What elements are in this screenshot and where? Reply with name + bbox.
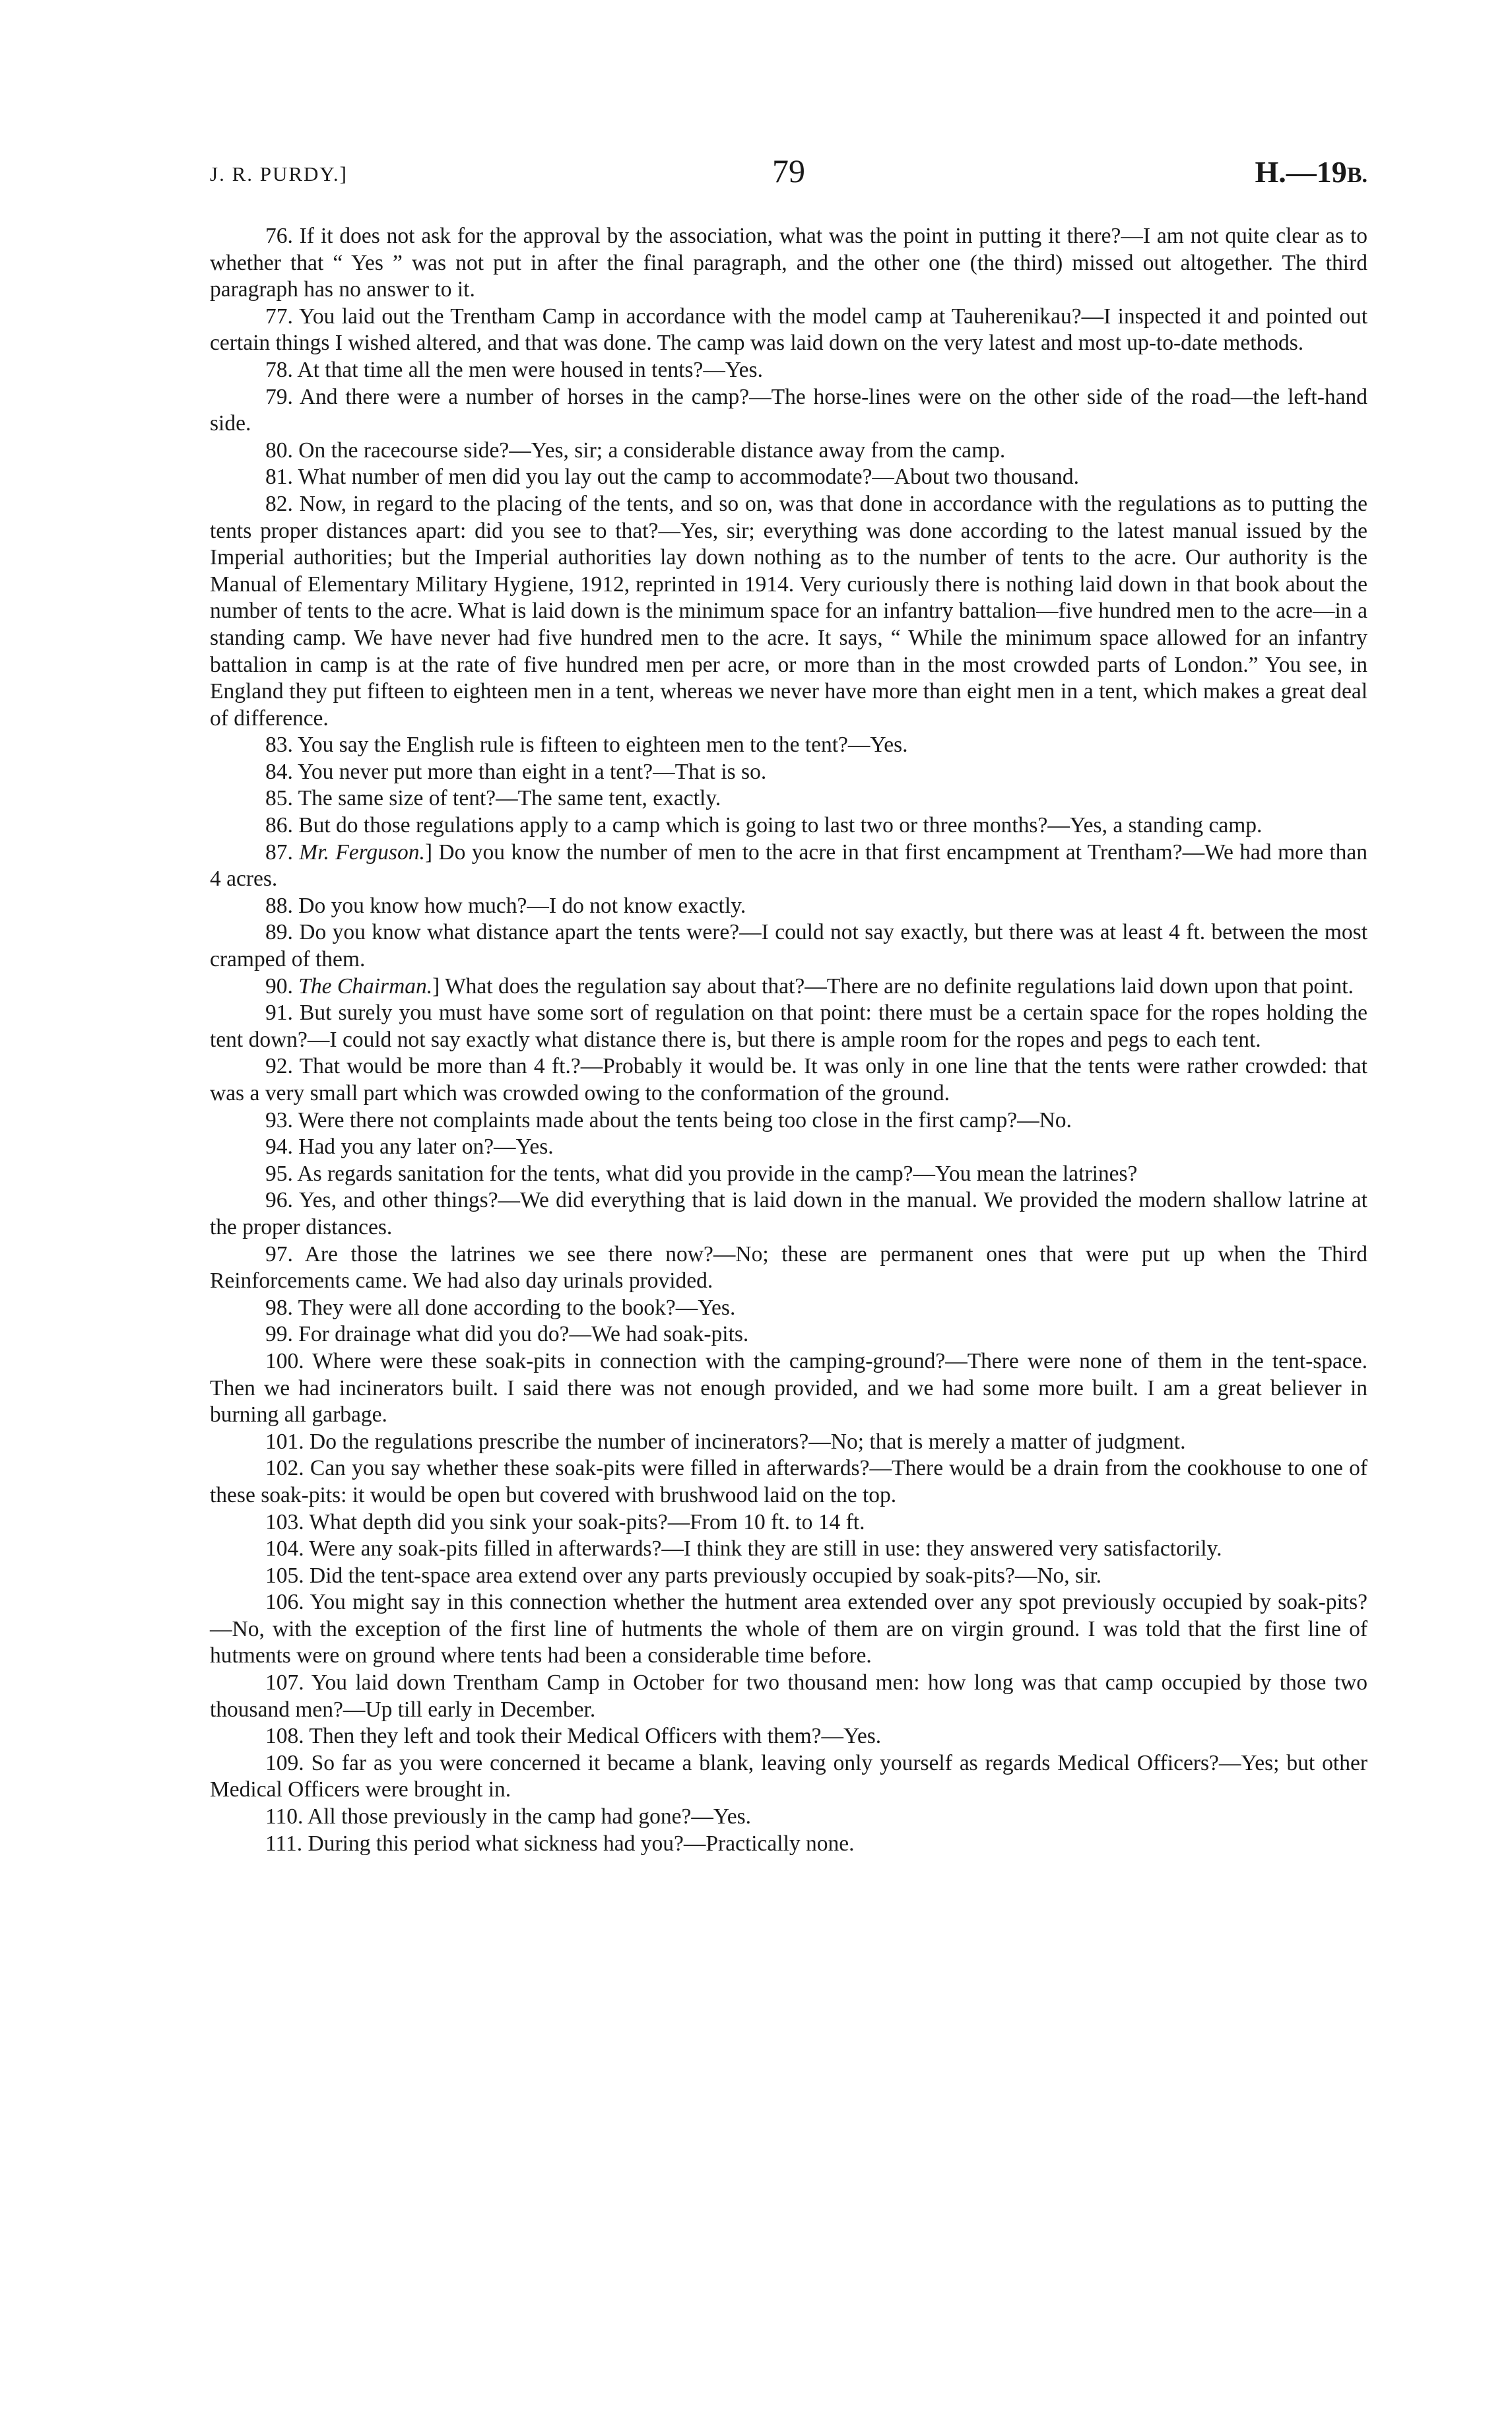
paragraph-93: 93. Were there not complaints made about the tents being too close in the first camp?—No. [265,1107,1072,1133]
paragraph-107: 107. You laid down Trentham Camp in October for two thousand men: how long was that camp occupied by those two thousand men?—Up till early in December. [210,1670,1367,1722]
paragraph-105: 105. Did the tent-space area extend over any parts previously occupied by soak-pits?—No, sir. [265,1563,1102,1588]
paragraph-110: 110. All those previously in the camp had gone?—Yes. [265,1804,751,1829]
document-reference [1255,154,1367,189]
paragraph-111: 111. During this period what sickness had you?—Practically none. [265,1831,855,1856]
paragraph-text: ] Do you know the number of men to the acre in that first encampment at Trentham?—We had more than 4 acres. [210,839,1367,892]
paragraph-106: 106. You might say in this connection whether the hutment area extended over any spot previously occupied by soak-pits?—No, with the exception of the first line of hutments the whole of them are on virgin ground. I was told that the first line of hutments were on ground where tents had been a considerable time before. [210,1590,1367,1668]
document-page [210,145,1367,1857]
paragraph-84: 84. You never put more than eight in a tent?—That is so. [265,759,767,784]
paragraph-79: 79. And there were a number of horses in the camp?—The horse-lines were on the other side of the road—the left-hand side. [210,384,1367,436]
page-header [210,145,1367,206]
paragraph-83: 83. You say the English rule is fifteen to eighteen men to the tent?—Yes. [265,733,908,758]
paragraph-99: 99. For drainage what did you do?—We had soak-pits. [265,1322,749,1347]
paragraph-96: 96. Yes, and other things?—We did everything that is laid down in the manual. We provided the modern shallow latrine at the proper distances. [210,1188,1367,1239]
paragraph-77: 77. You laid out the Trentham Camp in accordance with the model camp at Tauherenikau?—I inspected it and pointed out certain things I wished altered, and that was done. The camp was laid down on the very latest and most up-to-date methods. [210,304,1367,356]
paragraph-98: 98. They were all done according to the book?—Yes. [265,1295,736,1320]
paragraph-109: 109. So far as you were concerned it became a blank, leaving only yourself as regards Medical Officers?—Yes; but other Medical Officers were brought in. [210,1750,1367,1802]
paragraph-102: 102. Can you say whether these soak-pits were filled in afterwards?—There would be a drain from the cookhouse to one of these soak-pits: it would be open but covered with brushwood laid on the top. [210,1456,1367,1507]
paragraph-85: 85. The same size of tent?—The same tent, exactly. [265,786,721,811]
paragraph-104: 104. Were any soak-pits filled in afterwards?—I think they are still in use: they answered very satisfactorily. [265,1536,1222,1561]
paragraph-100: 100. Where were these soak-pits in connection with the camping-ground?—There were none of them in the tent-space. Then we had incinerators built. I said there was not enough provided, and we had some more built. I am a great believer in burning all garbage. [210,1348,1367,1428]
paragraph-76: 76. If it does not ask for the approval by the association, what was the point in putting it there?—I am not quite clear as to whether that “ Yes ” was not put in after the final paragraph, and the other one (the third) missed out altogether. The third paragraph has no answer to it. [210,224,1367,302]
page-number: 79 [772,152,805,189]
paragraph-text: ] What does the regulation say about that?—There are no definite regulations laid down upon that point. [432,973,1354,999]
paragraph-87 [210,839,1367,893]
paragraph-95: 95. As regards sanitation for the tents, what did you provide in the camp?—You mean the latrines? [265,1161,1138,1186]
testimony-body [210,223,1367,1857]
paragraph-97: 97. Are those the latrines we see there now?—No; these are permanent ones that were put up when the Third Reinforcements came. We had also day urinals provided. [210,1241,1367,1294]
paragraph-78: 78. At that time all the men were housed in tents?—Yes. [265,357,763,382]
witness-name: J. R. PURDY.] [210,162,348,185]
paragraph-88: 88. Do you know how much?—I do not know exactly. [265,893,746,918]
paragraph-92: 92. That would be more than 4 ft.?—Probably it would be. It was only in one line that the tents were rather crowded: that was a very small part which was crowded owing to the conformation of the ground. [210,1054,1367,1105]
paragraph-103: 103. What depth did you sink your soak-pits?—From 10 ft. to 14 ft. [265,1509,865,1534]
question-number: 90. [265,973,299,999]
paragraph-91: 91. But surely you must have some sort of regulation on that point: there must be a certain space for the ropes holding the tent down?—I could not say exactly what distance there is, but there is ample room for the ropes and pegs to each tent. [210,1001,1367,1052]
document-reference-main: H.—19 [1255,155,1347,189]
paragraph-94: 94. Had you any later on?—Yes. [265,1134,554,1160]
paragraph-86: 86. But do those regulations apply to a camp which is going to last two or three months?—Yes, a standing camp. [265,813,1263,838]
paragraph-108: 108. Then they left and took their Medical Officers with them?—Yes. [265,1724,882,1749]
paragraph-101: 101. Do the regulations prescribe the number of incinerators?—No; that is merely a matter of judgment. [265,1429,1186,1454]
paragraph-80: 80. On the racecourse side?—Yes, sir; a considerable distance away from the camp. [265,438,1006,463]
paragraph-89: 89. Do you know what distance apart the tents were?—I could not say exactly, but there was at least 4 ft. between the most cramped of them. [210,920,1367,972]
paragraph-82: 82. Now, in regard to the placing of the tents, and so on, was that done in accordance with the regulations as to putting the tents proper distances apart: did you see to that?—Yes, sir; everything was done according to the latest manual issued by the Imperial authorities; but the Imperial authorities lay down nothing as to the number of tents to the acre. Our authority is the Manual of Elementary Military Hygiene, 1912, reprinted in 1914. Very curiously there is nothing laid down in that book about the number of tents to the acre. What is laid down is the minimum space for an infantry battalion—five hundred men to the acre—in a standing camp. We have never had five hundred men to the acre. It says, “ While the minimum space allowed for an infantry battalion in camp is at the rate of five hundred men per acre, or more than in the most crowded parts of London.” You see, in England they put fifteen to eighteen men in a tent, whereas we never have more than eight men in a tent, which makes a great deal of difference. [210,491,1367,731]
speaker-name: The Chairman. [298,973,433,999]
paragraph-81: 81. What number of men did you lay out the camp to accommodate?—About two thousand. [265,465,1080,490]
question-number: 87. [265,839,300,865]
speaker-name: Mr. Ferguson. [299,839,425,865]
document-reference-suffix: B. [1346,163,1367,187]
paragraph-90 [210,973,1367,1001]
